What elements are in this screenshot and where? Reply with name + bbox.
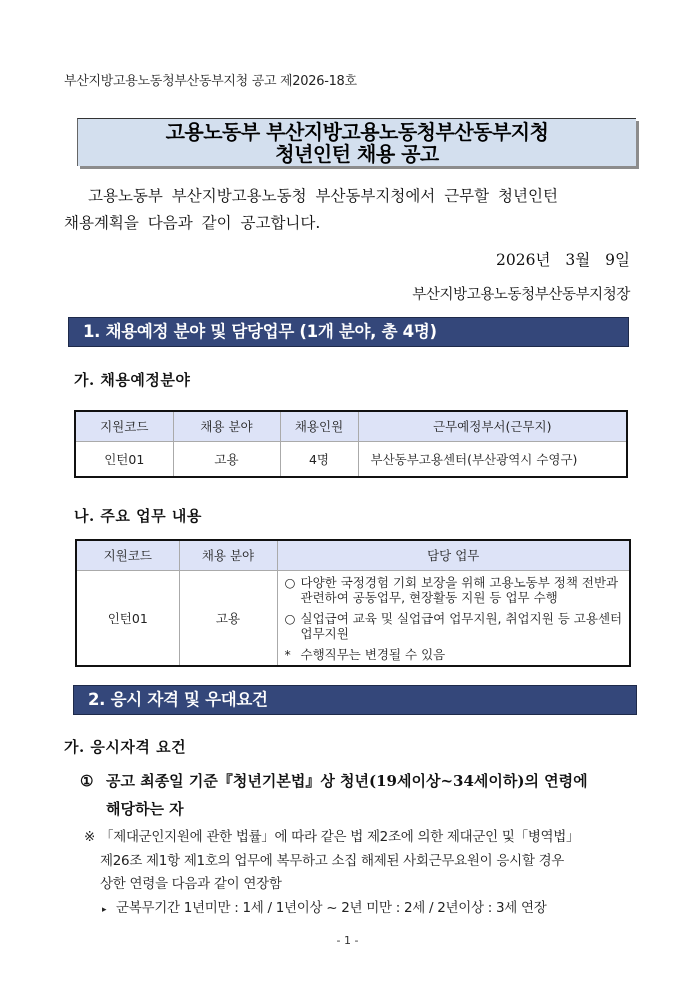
cell-field: 고용 [179,570,277,666]
title-box [77,118,636,166]
title-line-2: 청년인턴 채용 공고 [275,142,439,166]
note-line-2: 제26조 제1항 제1호의 업무에 복무하고 소집 해제된 사회근무요원이 응시할 경우 [100,852,565,869]
note-line-3: 상한 연령을 다음과 같이 연장함 [100,876,282,892]
table-header-row [76,540,630,570]
cell-code: 인턴01 [76,570,179,666]
section-1-heading: 1. 채용예정 분야 및 담당업무 (1개 분야, 총 4명) [68,317,629,347]
recruitment-field-table [74,410,628,478]
intro-paragraph [64,183,632,237]
subsection-eligibility-heading: 가. 응시자격 요건 [64,738,187,756]
header-department: 근무예정부서(근무지) [358,411,627,441]
duty-item [285,611,627,641]
header-code: 지원코드 [76,540,179,570]
circle-bullet-icon: ○ [284,610,296,626]
header-code: 지원코드 [75,411,173,441]
cell-duties [277,570,630,666]
duty-note [285,647,627,662]
header-field: 채용 분야 [179,540,277,570]
requirement-1-line-1: 공고 최종일 기준『청년기본법』상 청년(19세이상~34세이하)의 연령에 [106,772,588,790]
cell-headcount: 4명 [280,441,358,477]
table-row [76,570,630,666]
duty-text: 실업급여 교육 및 실업급여 업무지원, 취업지원 등 고용센터 업무지원 [300,610,623,641]
cell-field: 고용 [173,441,280,477]
document-number: 부산지방고용노동청부산동부지청 공고 제2026-18호 [64,74,357,89]
title-line-1: 고용노동부 부산지방고용노동청부산동부지청 [165,120,549,144]
duty-item [285,575,627,605]
note-bullet-text: 군복무기간 1년미만 : 1세 / 1년이상 ~ 2년 미만 : 2세 / 2년이상 : 3세 연장 [116,899,547,916]
triangle-bullet-icon: ▸ [102,904,107,915]
subsection-recruitment-field-heading: 가. 채용예정분야 [74,371,191,389]
subsection-main-duties-heading: 나. 주요 업무 내용 [74,507,202,525]
issuer: 부산지방고용노동청부산동부지청장 [412,287,630,303]
requirement-1-line-2: 해당하는 자 [106,800,184,818]
requirement-1 [80,767,640,823]
page-number: - 1 - [336,934,359,947]
main-duties-table [75,539,631,667]
asterisk-icon: * [284,646,291,662]
table-header-row [75,411,627,441]
duty-text: 다양한 국정경험 기회 보장을 위해 고용노동부 정책 전반과 관련하여 공동업무, 현장활동 지원 등 업무 수행 [300,574,619,605]
table-row [75,441,627,477]
reference-mark-icon: ※ [84,829,96,845]
announcement-date: 2026년 3월 9일 [496,251,630,269]
circle-bullet-icon: ○ [284,574,296,590]
header-field: 채용 분야 [173,411,280,441]
age-extension-note [84,826,640,922]
note-line-1: 「제대군인지원에 관한 법률」에 따라 같은 법 제2조에 의한 제대군인 및「병역법」 [100,829,580,845]
cell-code: 인턴01 [75,441,173,477]
header-headcount: 채용인원 [280,411,358,441]
cell-department: 부산동부고용센터(부산광역시 수영구) [358,441,627,477]
section-2-heading: 2. 응시 자격 및 우대요건 [73,685,637,715]
header-duties: 담당 업무 [277,540,630,570]
duty-note-text: 수행직무는 변경될 수 있음 [300,646,446,662]
circled-number-1-icon: ① [80,772,94,790]
intro-line-1: 고용노동부 부산지방고용노동청 부산동부지청에서 근무할 청년인턴 [88,187,558,205]
intro-line-2: 채용계획을 다음과 같이 공고합니다. [64,214,321,232]
